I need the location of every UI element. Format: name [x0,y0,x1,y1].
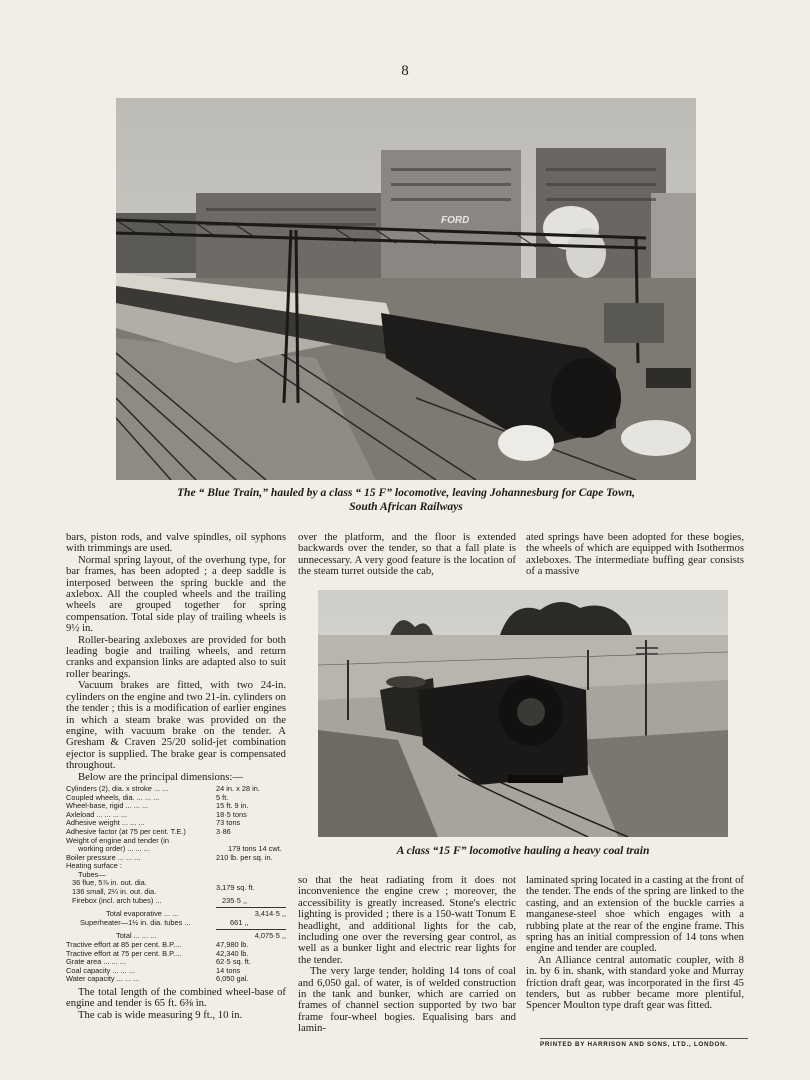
column-3-bottom [526,875,744,1012]
dim-label: 136 small, 2¼ in. out. dia. [72,887,157,897]
dim-value: 3·86 [216,826,231,836]
col1-para-5: Below are the principal dimensions:— [78,770,244,783]
dim-label: Water capacity ... ... ... [66,975,140,984]
dim-label: Firebox (incl. arch tubes) ... [72,896,162,905]
dim-value: 14 tons [216,965,241,975]
column-1 [66,532,286,1021]
dim-label: working order) ... ... ... [78,845,150,854]
page-number: 8 [401,63,409,79]
coal-train-photo [318,590,728,837]
sum-rule [216,907,286,908]
dim-value: 179 tons 14 cwt. [228,844,282,854]
photo2-caption: A class “15 F” locomotive hauling a heavy coal train [396,844,650,857]
col2-bottom-para-1: so that the heat radiating from it does not inconvenience the engine crew ; moreover, the accessibility is greatly increased. Stone's electric lighting is provided ; there is a 150-watt Tonum E headlight, and additional lights for the cab, including one over the reversing gear control, as well as a bunker light and electric rear lights for the tender. [298,874,516,966]
photo1-caption-line2: South African Railways [349,500,463,513]
dim-label: Total ... ... ... [116,932,157,941]
dim-label: Adhesive factor (at 75 per cent. T.E.) [66,827,186,836]
dim-label: Cylinders (2), dia. x stroke ... ... [66,784,169,793]
column-3-top [526,532,744,578]
dim-value: 42,340 lb. [216,948,249,958]
dim-label: Weight of engine and tender (in [66,836,169,845]
photo1-caption-line1: The “ Blue Train,” hauled by a class “ 15 F” locomotive, leaving Johannesburg for Cape Town, [176,486,636,499]
col1-para-6: The total length of the combined wheel-base of engine and tender is 65 ft. 6⅜ in. [66,986,286,1010]
dim-label: Axleload ... ... ... ... [66,810,128,819]
printer-imprint: PRINTED BY HARRISON AND SONS, LTD., LONDON. [540,1041,728,1048]
dim-label: Wheel-base, rigid ... ... ... [66,802,149,811]
dim-value: 73 tons [216,818,241,828]
dim-value: 5 ft. [216,792,229,802]
dim-value: 3,414·5 ,, [254,909,286,919]
col1-para-3: Roller-bearing axleboxes are provided for both leading bogie and trailing wheels, and return cranks and expansion links are adapted also to suit roller bearings. [66,633,286,680]
column-2-top [298,532,516,578]
column-2-bottom [298,875,516,1035]
dimensions-table [66,785,286,984]
dim-label: Superheater—1½ in. dia. tubes ... [80,918,191,927]
dim-value: 18·5 tons [216,809,247,819]
dim-value: 235·5 ,, [222,895,248,905]
blue-train-photo [116,98,696,480]
dim-label: Total evaporative ... ... [106,910,179,919]
sum-rule [216,929,286,930]
dim-value: 47,980 lb. [216,940,249,950]
dim-value: 210 lb. per sq. in. [216,852,273,862]
dim-value: 661 ,, [230,917,249,927]
dim-label: Heating surface : [66,862,122,871]
dim-value: 24 in. x 28 in. [216,783,260,793]
dim-value: 6,050 gal. [216,974,249,984]
dim-label: Coupled wheels, dia. ... ... ... [66,793,160,802]
photo1-caption [116,486,696,514]
col2-bottom-para-2: The very large tender, holding 14 tons of coal and 6,050 gal. of water, is of welded construction in the tank and bunker, which are carried on frames of channel section supported by two bar frame four-wheel bogies. Equalising bars and lamin- [298,965,516,1035]
ford-sign: FORD [441,215,470,226]
dim-label: Tractive effort at 85 per cent. B.P.... [66,941,182,950]
col1-para-7: The cab is wide measuring 9 ft., 10 in. [78,1008,243,1021]
dim-value: 15 ft. 9 in. [216,801,249,811]
dim-label: 36 flue, 5⅞ in. out. dia. [72,879,147,888]
dim-label: Coal capacity ... ... ... [66,966,136,975]
dim-label: Tubes— [78,870,106,879]
col2-top-para: over the platform, and the floor is extended backwards over the tender, so that a fall plate is unnecessary. A very good feature is the location of the steam turret outside the cab, [298,531,516,578]
col1-para-1: bars, piston rods, and valve spindles, oil syphons with trimmings are used. [66,531,286,555]
col3-bottom-para-2: An Alliance central automatic coupler, with 8 in. by 6 in. shank, with standard yoke and Murray friction draft gear, was incorporated in the first 45 tenders, but as rubber became more plentiful, Spencer Moulton type draft gear was fitted. [526,953,744,1012]
col1-para-4: Vacuum brakes are fitted, with two 24-in. cylinders on the engine and two 21-in. cylinders on the tender ; this is a modification of earlier engines in which a steam brake was provided on the engine, with vacuum brake on the tender. A Gresham & Craven 25/20 solid-jet combination ejector is supplied. The brake gear is compensated throughout. [66,679,286,772]
col3-top-para: ated springs have been adopted for these bogies, the wheels of which are equipped with Isothermos axleboxes. The intermediate buffing gear consists of a massive [526,531,744,578]
dim-label: Adhesive weight ... ... ... [66,819,145,828]
footer-rule [540,1038,748,1039]
dim-value: 3,179 sq. ft. [216,882,255,892]
dim-label: Grate area ... ... ... [66,958,126,967]
col3-bottom-para-1: laminated spring located in a casting at the front of the tender. The ends of the spring are linked to the casting, and an extension of the buckle carries a manganese-steel shoe which engages with a rubbing plate at the rear of the engine frame. This spring has an initial compression of 14 tons when engine and tender are coupled. [526,874,744,955]
dim-value: 62·5 sq. ft. [216,957,251,967]
dim-label: Boiler pressure ... ... ... [66,853,141,862]
col1-para-2: Normal spring layout, of the overhung type, for bar frames, has been adopted ; a deep saddle is interposed between the spring buckle and the axlebox. All the coupled wheels and the trailing wheels are grouped together for spring compensation. Total side play of trailing wheels is 9½ in. [66,553,286,635]
dim-label: Tractive effort at 75 per cent. B.P.... [66,949,182,958]
dim-value: 4,075·5 ,, [254,931,286,941]
